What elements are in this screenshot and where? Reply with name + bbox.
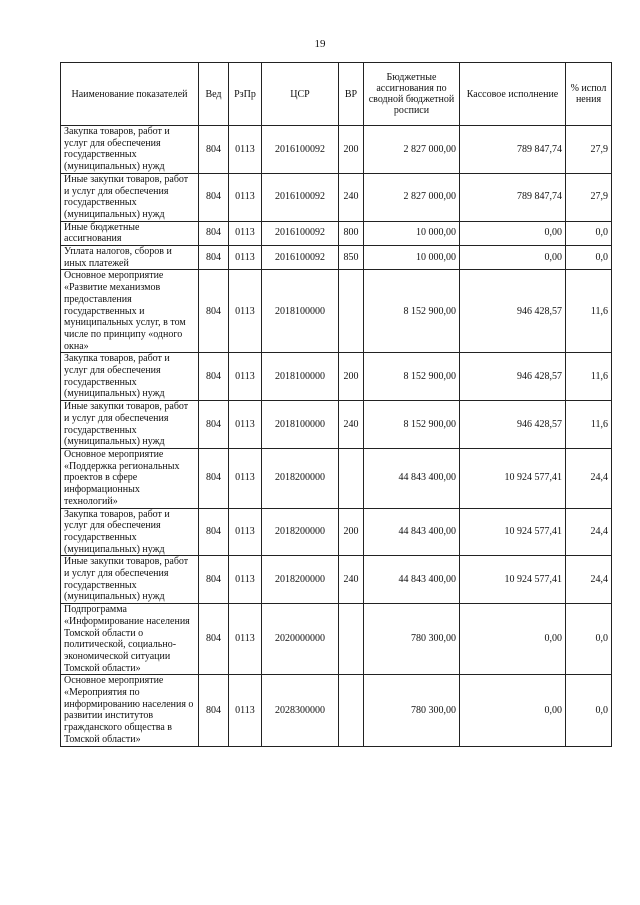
cell-name: Закупка товаров, работ и услуг для обеспечения государственных (муниципальных) нужд bbox=[61, 126, 199, 174]
cell-name: Иные закупки товаров, работ и услуг для обеспечения государственных (муниципальных) нужд bbox=[61, 173, 199, 221]
cell-rzpr: 0113 bbox=[229, 448, 262, 508]
cell-budget: 8 152 900,00 bbox=[364, 401, 460, 449]
cell-pct: 24,4 bbox=[566, 448, 612, 508]
cell-budget: 2 827 000,00 bbox=[364, 173, 460, 221]
header-budget: Бюджетные ассигнования по сводной бюджетной росписи bbox=[364, 63, 460, 126]
cell-pct: 24,4 bbox=[566, 508, 612, 556]
cell-budget: 10 000,00 bbox=[364, 246, 460, 270]
cell-vr: 240 bbox=[339, 401, 364, 449]
cell-budget: 780 300,00 bbox=[364, 604, 460, 675]
cell-name: Закупка товаров, работ и услуг для обеспечения государственных (муниципальных) нужд bbox=[61, 508, 199, 556]
cell-ved: 804 bbox=[199, 448, 229, 508]
cell-vr bbox=[339, 675, 364, 746]
cell-pct: 0,0 bbox=[566, 675, 612, 746]
cell-vr bbox=[339, 448, 364, 508]
cell-ved: 804 bbox=[199, 270, 229, 353]
cell-cash: 789 847,74 bbox=[460, 126, 566, 174]
cell-rzpr: 0113 bbox=[229, 126, 262, 174]
cell-csr: 2016100092 bbox=[262, 173, 339, 221]
table-row bbox=[61, 221, 612, 245]
cell-rzpr: 0113 bbox=[229, 401, 262, 449]
cell-vr: 200 bbox=[339, 508, 364, 556]
cell-ved: 804 bbox=[199, 353, 229, 401]
cell-budget: 10 000,00 bbox=[364, 221, 460, 245]
cell-ved: 804 bbox=[199, 401, 229, 449]
cell-name: Основное мероприятие «Мероприятия по информированию населения о развитии институтов гражданского общества в Томской области» bbox=[61, 675, 199, 746]
cell-pct: 11,6 bbox=[566, 353, 612, 401]
cell-budget: 8 152 900,00 bbox=[364, 353, 460, 401]
cell-rzpr: 0113 bbox=[229, 353, 262, 401]
cell-rzpr: 0113 bbox=[229, 604, 262, 675]
cell-cash: 10 924 577,41 bbox=[460, 556, 566, 604]
table-row bbox=[61, 270, 612, 353]
cell-ved: 804 bbox=[199, 126, 229, 174]
cell-name: Основное мероприятие «Развитие механизмов предоставления государственных и муниципальных услуг, в том числе по принципу «одного окна» bbox=[61, 270, 199, 353]
cell-csr: 2016100092 bbox=[262, 221, 339, 245]
cell-vr: 850 bbox=[339, 246, 364, 270]
cell-pct: 11,6 bbox=[566, 270, 612, 353]
cell-name: Иные закупки товаров, работ и услуг для обеспечения государственных (муниципальных) нужд bbox=[61, 401, 199, 449]
cell-name: Иные закупки товаров, работ и услуг для обеспечения государственных (муниципальных) нужд bbox=[61, 556, 199, 604]
cell-vr: 200 bbox=[339, 353, 364, 401]
cell-rzpr: 0113 bbox=[229, 173, 262, 221]
cell-ved: 804 bbox=[199, 246, 229, 270]
cell-name: Закупка товаров, работ и услуг для обеспечения государственных (муниципальных) нужд bbox=[61, 353, 199, 401]
cell-cash: 10 924 577,41 bbox=[460, 508, 566, 556]
table-row bbox=[61, 556, 612, 604]
header-vr: ВР bbox=[339, 63, 364, 126]
table-row bbox=[61, 246, 612, 270]
cell-cash: 0,00 bbox=[460, 246, 566, 270]
cell-budget: 2 827 000,00 bbox=[364, 126, 460, 174]
cell-name: Основное мероприятие «Поддержка региональных проектов в сфере информационных технологий» bbox=[61, 448, 199, 508]
cell-budget: 8 152 900,00 bbox=[364, 270, 460, 353]
cell-rzpr: 0113 bbox=[229, 270, 262, 353]
cell-pct: 0,0 bbox=[566, 221, 612, 245]
cell-csr: 2018200000 bbox=[262, 448, 339, 508]
cell-csr: 2018100000 bbox=[262, 353, 339, 401]
cell-pct: 24,4 bbox=[566, 556, 612, 604]
cell-vr: 200 bbox=[339, 126, 364, 174]
table-row bbox=[61, 126, 612, 174]
cell-cash: 0,00 bbox=[460, 675, 566, 746]
budget-execution-table bbox=[60, 62, 612, 747]
cell-name: Иные бюджетные ассигнования bbox=[61, 221, 199, 245]
cell-budget: 44 843 400,00 bbox=[364, 448, 460, 508]
header-cash: Кассовое исполнение bbox=[460, 63, 566, 126]
cell-cash: 0,00 bbox=[460, 221, 566, 245]
cell-rzpr: 0113 bbox=[229, 556, 262, 604]
cell-rzpr: 0113 bbox=[229, 246, 262, 270]
cell-cash: 946 428,57 bbox=[460, 270, 566, 353]
table-row bbox=[61, 604, 612, 675]
header-pct: % испол нения bbox=[566, 63, 612, 126]
cell-budget: 780 300,00 bbox=[364, 675, 460, 746]
cell-ved: 804 bbox=[199, 604, 229, 675]
cell-name: Уплата налогов, сборов и иных платежей bbox=[61, 246, 199, 270]
cell-pct: 0,0 bbox=[566, 246, 612, 270]
cell-csr: 2020000000 bbox=[262, 604, 339, 675]
table-row bbox=[61, 401, 612, 449]
cell-ved: 804 bbox=[199, 508, 229, 556]
cell-csr: 2018200000 bbox=[262, 508, 339, 556]
cell-ved: 804 bbox=[199, 675, 229, 746]
cell-rzpr: 0113 bbox=[229, 221, 262, 245]
cell-cash: 946 428,57 bbox=[460, 401, 566, 449]
cell-vr bbox=[339, 604, 364, 675]
table-row bbox=[61, 448, 612, 508]
table-row bbox=[61, 173, 612, 221]
cell-pct: 11,6 bbox=[566, 401, 612, 449]
cell-pct: 27,9 bbox=[566, 126, 612, 174]
cell-csr: 2018200000 bbox=[262, 556, 339, 604]
cell-csr: 2016100092 bbox=[262, 246, 339, 270]
table-row bbox=[61, 508, 612, 556]
cell-ved: 804 bbox=[199, 556, 229, 604]
cell-budget: 44 843 400,00 bbox=[364, 508, 460, 556]
cell-csr: 2018100000 bbox=[262, 270, 339, 353]
header-name: Наименование показателей bbox=[61, 63, 199, 126]
cell-vr: 240 bbox=[339, 173, 364, 221]
header-ved: Вед bbox=[199, 63, 229, 126]
cell-rzpr: 0113 bbox=[229, 675, 262, 746]
table-row bbox=[61, 353, 612, 401]
cell-rzpr: 0113 bbox=[229, 508, 262, 556]
table-header-row bbox=[61, 63, 612, 126]
cell-budget: 44 843 400,00 bbox=[364, 556, 460, 604]
cell-pct: 27,9 bbox=[566, 173, 612, 221]
cell-csr: 2018100000 bbox=[262, 401, 339, 449]
cell-vr bbox=[339, 270, 364, 353]
cell-vr: 240 bbox=[339, 556, 364, 604]
cell-vr: 800 bbox=[339, 221, 364, 245]
table-row bbox=[61, 675, 612, 746]
header-rzpr: РзПр bbox=[229, 63, 262, 126]
cell-csr: 2016100092 bbox=[262, 126, 339, 174]
header-csr: ЦСР bbox=[262, 63, 339, 126]
cell-name: Подпрограмма «Информирование населения Томской области о политической, социально-экономической ситуации Томской области» bbox=[61, 604, 199, 675]
cell-csr: 2028300000 bbox=[262, 675, 339, 746]
cell-cash: 789 847,74 bbox=[460, 173, 566, 221]
cell-pct: 0,0 bbox=[566, 604, 612, 675]
cell-cash: 0,00 bbox=[460, 604, 566, 675]
cell-ved: 804 bbox=[199, 173, 229, 221]
table-body bbox=[61, 126, 612, 747]
cell-ved: 804 bbox=[199, 221, 229, 245]
cell-cash: 10 924 577,41 bbox=[460, 448, 566, 508]
page-number: 19 bbox=[314, 38, 326, 50]
cell-cash: 946 428,57 bbox=[460, 353, 566, 401]
